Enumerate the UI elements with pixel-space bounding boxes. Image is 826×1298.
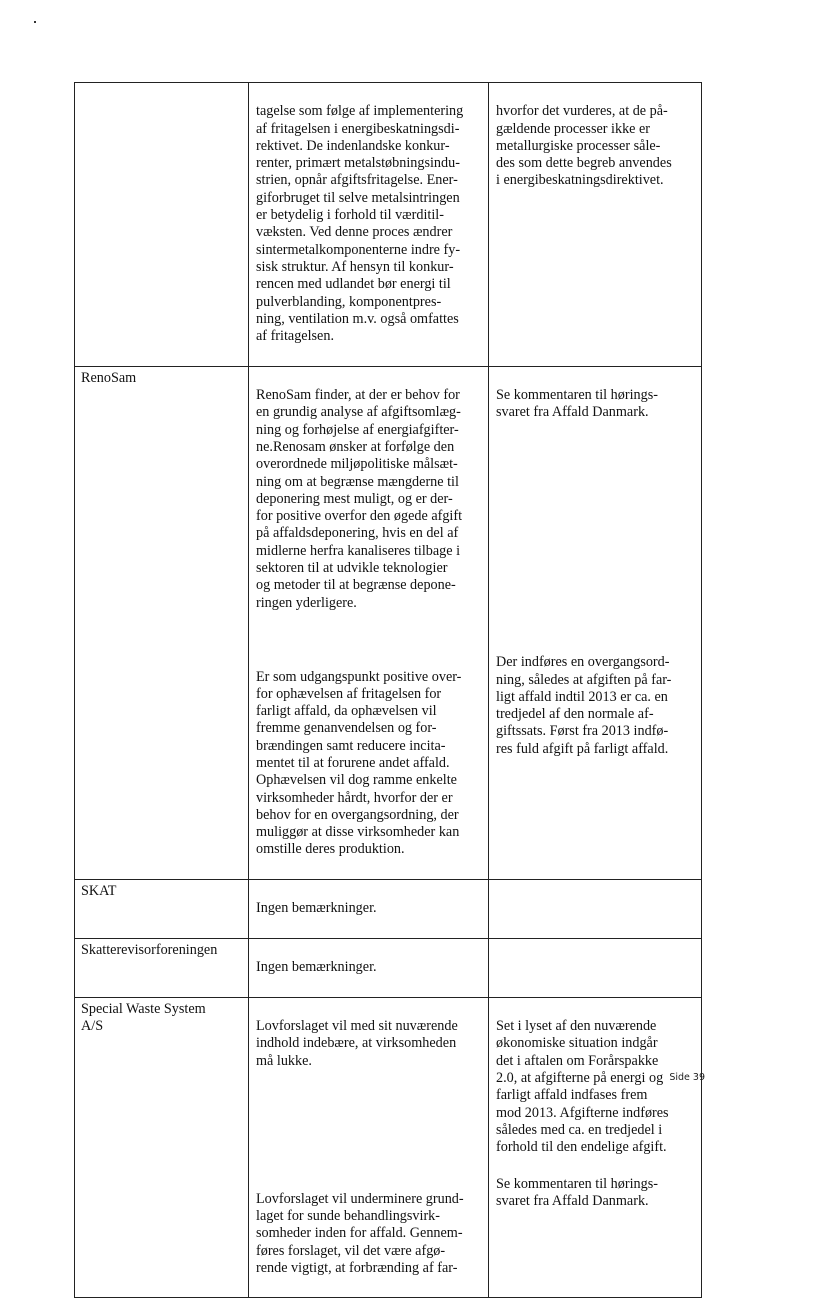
organization-cell: RenoSam xyxy=(75,366,249,879)
response-text xyxy=(496,900,693,901)
table-row xyxy=(75,83,702,367)
response-text: Der indføres en overgangsord- ning, således at afgiften på far- ligt affald indtil 2013 er ca. en tredjedel af den normale af- giftssats. Først fra 2013 indfø- res fuld afgift på farligt affald. xyxy=(496,654,672,757)
response-cell xyxy=(489,83,702,367)
comment-text: RenoSam finder, at der er behov for en grundig analyse af afgiftsomlæg- ning og forhøjelse af energiafgifter- ne.Renosam ønsker at forfølge den overordnede miljøpolitiske målsæt- ning om at begrænse mængderne til deponering mest muligt, og er der- for positive overfor den øgede afgift på affaldsdeponering, hvis en del af midlerne herfra kanaliseres tilbage i sektoren til at udvikle teknologier og metoder til at begrænse depone- ringen yderligere. xyxy=(256,387,463,611)
comment-cell xyxy=(249,366,489,879)
page-number: Side 39 xyxy=(669,1072,705,1083)
table-row xyxy=(75,366,702,879)
response-cell xyxy=(489,366,702,879)
organization-cell: SKAT xyxy=(75,880,249,939)
response-text xyxy=(496,959,693,960)
comment-text: Ingen bemærkninger. xyxy=(256,900,377,917)
comment-text: Er som udgangspunkt positive over- for ophævelsen af fritagelsen for farligt affald, da ophævelsen vil fremme genanvendelsen og for- brændingen samt reducere incita- mentet til at forurene andet affald. Ophævelsen vil dog ramme enkelte virksomheder hårdt, hvorfor der er behov for en overgangsordning, der muliggør at disse virksomheder kan omstille deres produktion. xyxy=(256,668,462,858)
comment-cell xyxy=(249,83,489,367)
comment-text: tagelse som følge af implementering af fritagelsen i energibeskatningsdi- rektivet. De indenlandske konkur- renter, primært metalstøbningsindu- strien, opnår afgiftsfritagelse. Ener- giforbruget til selve metalsintringen er betydelig i forhold til værditil- væksten. Ved denne proces ændrer sintermetalkomponenterne indre fy- sisk struktur. Af hensyn til konkur- rencen med udlandet bør energi til pulverblanding, komponentpres- ning, ventilation m.v. også omfattes af fritagelsen. xyxy=(256,103,464,345)
response-text: hvorfor det vurderes, at de på- gældende processer ikke er metallurgiske processer såle- des som dette begreb anvendes i energibeskatningsdirektivet. xyxy=(496,103,672,189)
organization-cell: Special Waste System A/S xyxy=(75,997,249,1298)
table-row xyxy=(75,997,702,1298)
comment-cell xyxy=(249,938,489,997)
table-row xyxy=(75,938,702,997)
comment-text: Lovforslaget vil underminere grund- laget for sunde behandlingsvirk- somheder inden for affald. Gennem- føres forslaget, vil det være afgø- rende vigtigt, at forbrænding af far- xyxy=(256,1190,464,1276)
table-row xyxy=(75,880,702,939)
comment-cell xyxy=(249,997,489,1298)
comment-cell xyxy=(249,880,489,939)
hearing-responses-table xyxy=(74,82,702,1298)
organization-cell xyxy=(75,83,249,367)
organization-cell: Skatterevisorforeningen xyxy=(75,938,249,997)
response-text: Se kommentaren til hørings- svaret fra Affald Danmark. xyxy=(496,387,658,421)
response-cell xyxy=(489,938,702,997)
response-text: Se kommentaren til hørings- svaret fra Affald Danmark. xyxy=(496,1175,658,1210)
comment-text: Ingen bemærkninger. xyxy=(256,959,377,976)
comment-text: Lovforslaget vil med sit nuværende indhold indebære, at virksomheden må lukke. xyxy=(256,1018,458,1069)
response-cell xyxy=(489,997,702,1298)
response-cell xyxy=(489,880,702,939)
response-text: Set i lyset af den nuværende økonomiske situation indgår det i aftalen om Forårspakke 2.0, at afgifterne på energi og farligt affald indfases frem mod 2013. Afgifterne indføres således med ca. en tredjedel i forhold til den endelige afgift. xyxy=(496,1018,669,1156)
scan-speck xyxy=(34,21,36,23)
